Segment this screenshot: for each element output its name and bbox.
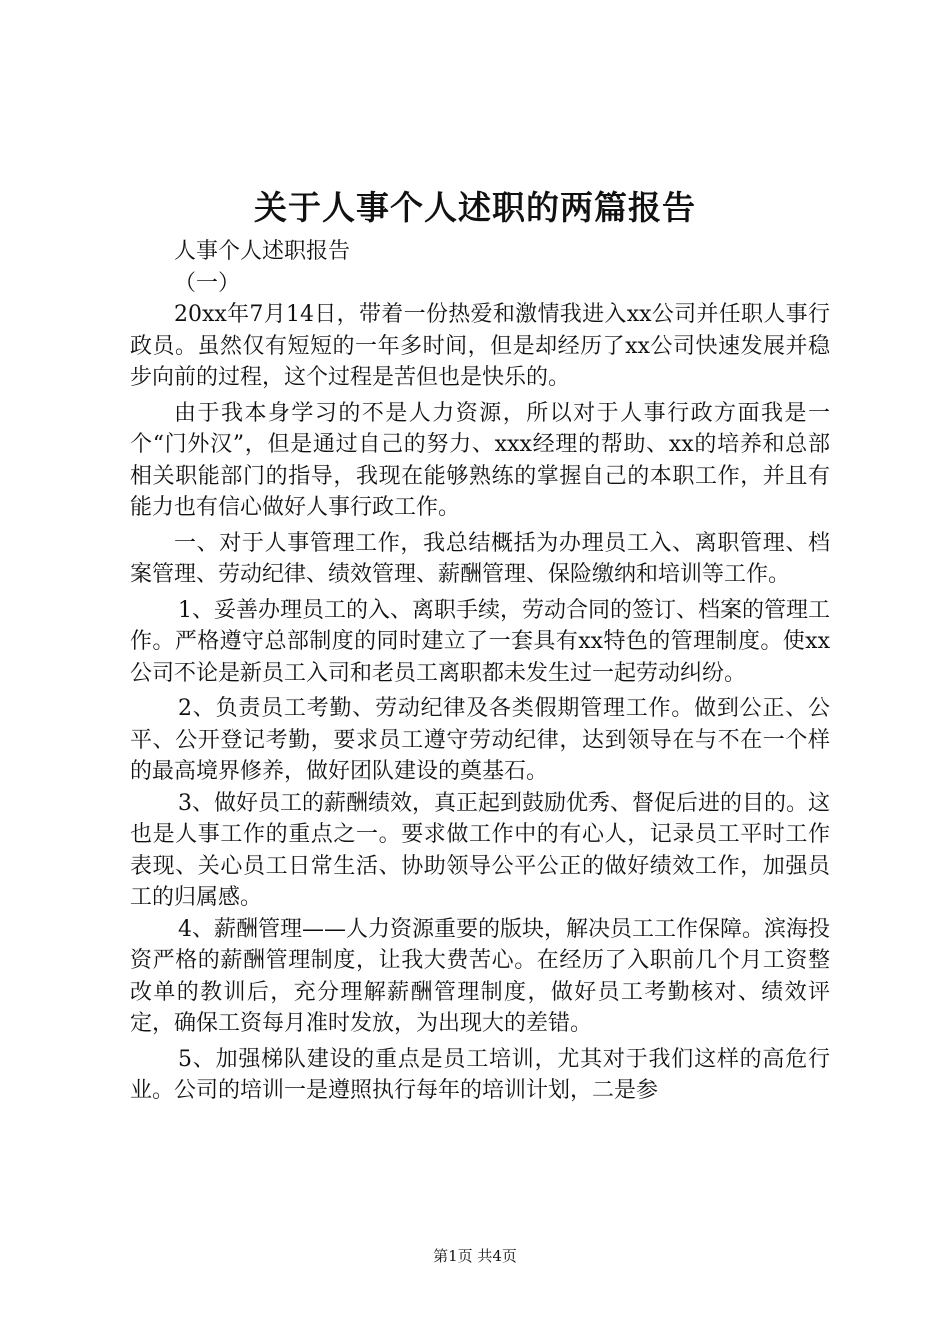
- section-marker: （一）: [174, 270, 241, 296]
- paragraph-8: 5、加强梯队建设的重点是员工培训，尤其对于我们这样的高危行业。公司的培训一是遵照执行每年的培训计划，二是参: [130, 1046, 830, 1103]
- page-number-footer: 第1页 共4页: [433, 1247, 517, 1265]
- paragraph-5: 2、负责员工考勤、劳动纪律及各类假期管理工作。做到公正、公平、公开登记考勤，要求员工遵守劳动纪律，达到领导在与不在一个样的最高境界修养，做好团队建设的奠基石。: [130, 696, 830, 784]
- paragraph-6: 3、做好员工的薪酬绩效，真正起到鼓励优秀、督促后进的目的。这也是人事工作的重点之一。要求做工作中的有心人，记录员工平时工作表现、关心员工日常生活、协助领导公平公正的做好绩效工作，加强员工的归属感。: [130, 790, 830, 910]
- paragraph-3: 一、对于人事管理工作，我总结概括为办理员工入、离职管理、档案管理、劳动纪律、绩效管理、薪酬管理、保险缴纳和培训等工作。: [130, 530, 830, 587]
- paragraph-1: 20xx年7月14日，带着一份热爱和激情我进入xx公司并任职人事行政员。虽然仅有短短的一年多时间，但是却经历了xx公司快速发展并稳步向前的过程，这个过程是苦但也是快乐的。: [130, 302, 830, 390]
- document-title: 关于人事个人述职的两篇报告: [254, 188, 696, 227]
- paragraph-7: 4、薪酬管理——人力资源重要的版块，解决员工工作保障。滨海投资严格的薪酬管理制度，让我大费苦心。在经历了入职前几个月工资整改单的教训后，充分理解薪酬管理制度，做好员工考勤核对、绩效评定，确保工资每月准时发放，为出现大的差错。: [130, 916, 830, 1036]
- document-body: [130, 236, 830, 1107]
- document-subtitle: 人事个人述职报告: [174, 239, 351, 264]
- paragraph-2: 由于我本身学习的不是人力资源，所以对于人事行政方面我是一个“门外汉”，但是通过自己的努力、xxx经理的帮助、xx的培养和总部相关职能部门的指导，我现在能够熟练的掌握自己的本职工作，并且有能力也有信心做好人事行政工作。: [130, 400, 830, 520]
- paragraph-4: 1、妥善办理员工的入、离职手续，劳动合同的签订、档案的管理工作。严格遵守总部制度的同时建立了一套具有xx特色的管理制度。使xx公司不论是新员工入司和老员工离职都未发生过一起劳动纠纷。: [130, 597, 830, 686]
